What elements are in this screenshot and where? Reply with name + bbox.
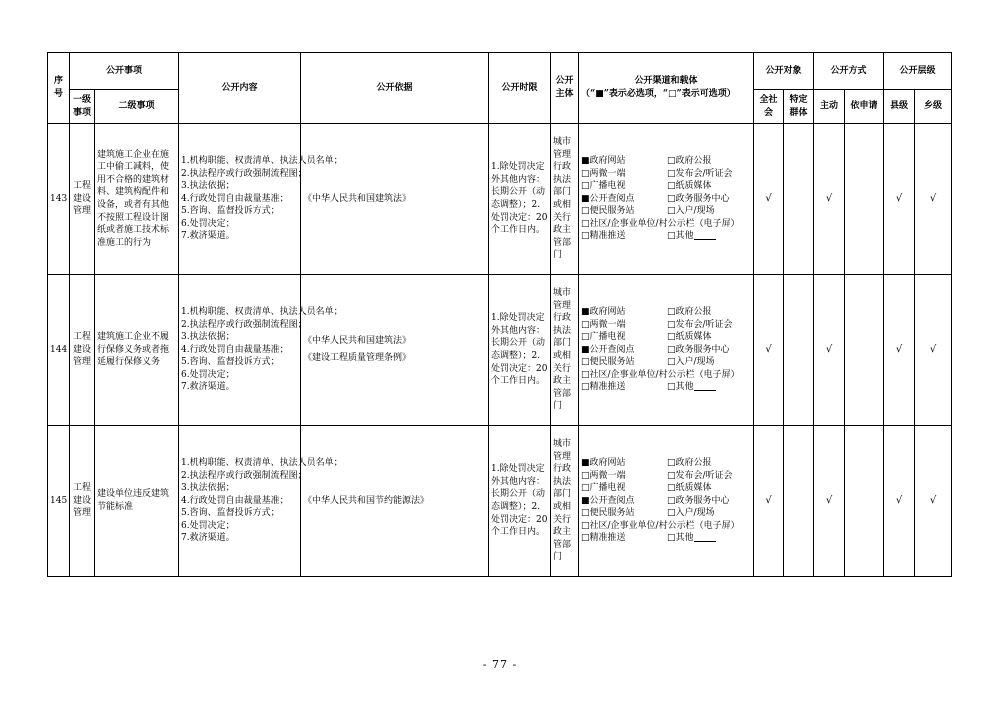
header-target: 公开对象 xyxy=(754,53,814,90)
channel-option: □社区/企事业单位/村公示栏（电子屏） xyxy=(581,369,740,380)
table-row xyxy=(48,426,952,577)
row-level1: 工程建设管理 xyxy=(70,426,95,577)
row-method-active: √ xyxy=(814,275,845,426)
channel-option: □广播电视 xyxy=(581,332,626,343)
channel-line xyxy=(581,319,751,332)
channel-option: ■公开查阅点 xyxy=(581,344,635,355)
header-level1: 一级事项 xyxy=(70,90,95,124)
header-method-active: 主动 xyxy=(814,90,845,124)
content-line: 4.行政处罚自由裁量基准； xyxy=(181,193,289,204)
header-channel xyxy=(579,53,754,124)
header-target-special: 特定群体 xyxy=(784,90,814,124)
row-method-apply xyxy=(845,124,884,275)
channel-option: □两微一端 xyxy=(581,319,626,330)
channel-option: □政务服务中心 xyxy=(667,344,730,355)
row-target-special xyxy=(784,124,814,275)
row-method-active: √ xyxy=(814,426,845,577)
row-basis xyxy=(301,426,489,577)
channel-option: □政务服务中心 xyxy=(667,495,730,506)
row-subject: 城市管理行政执法部门或相关行政主管部门 xyxy=(551,124,579,275)
channel-line xyxy=(581,532,751,545)
row-basis xyxy=(301,275,489,426)
channel-line xyxy=(581,168,751,181)
channel-option: □其他 xyxy=(667,382,694,393)
channel-line xyxy=(581,180,751,193)
content-line: 1.机构职能、权责清单、执法人员名单； xyxy=(181,155,343,166)
channel-option: ■政府网站 xyxy=(581,155,626,166)
row-target-special xyxy=(784,426,814,577)
header-subject: 公开主体 xyxy=(551,53,579,124)
row-channels xyxy=(579,426,754,577)
channel-line xyxy=(581,218,751,231)
header-level2: 二级事项 xyxy=(95,90,179,124)
content-line: 5.咨询、监督投诉方式； xyxy=(181,206,280,217)
channel-line xyxy=(581,356,751,369)
basis-item: 《建设工程质量管理条例》 xyxy=(303,353,412,363)
row-subject: 城市管理行政执法部门或相关行政主管部门 xyxy=(551,426,579,577)
header-content: 公开内容 xyxy=(179,53,301,124)
row-target-all: √ xyxy=(754,124,784,275)
channel-option: □便民服务站 xyxy=(581,206,635,217)
channel-line xyxy=(581,507,751,520)
row-time: 1.除处罚决定外其他内容：长期公开（动态调整）；2.处罚决定：20个工作日内。 xyxy=(489,124,551,275)
channel-line xyxy=(581,306,751,319)
page-number: - 77 - xyxy=(482,658,518,671)
channel-option: □精准推送 xyxy=(581,231,626,242)
header-target-all: 全社会 xyxy=(754,90,784,124)
channel-option: □发布会/听证会 xyxy=(667,168,733,179)
row-content xyxy=(179,124,343,275)
content-line: 7.救济渠道。 xyxy=(181,231,235,242)
row-time: 1.除处罚决定外其他内容：长期公开（动态调整）；2.处罚决定：20个工作日内。 xyxy=(489,426,551,577)
row-level2: 建筑施工企业不履行保修义务或者拖延履行保修义务 xyxy=(95,275,179,426)
header-method: 公开方式 xyxy=(814,53,884,90)
row-level-town: √ xyxy=(915,275,952,426)
other-blank-line xyxy=(694,532,716,542)
row-seq: 143 xyxy=(48,124,70,275)
content-line: 4.行政处罚自由裁量基准； xyxy=(181,495,289,506)
channel-option: □其他 xyxy=(667,231,694,242)
row-seq: 144 xyxy=(48,275,70,426)
channel-line xyxy=(581,381,751,394)
channel-line xyxy=(581,344,751,357)
header-items: 公开事项 xyxy=(70,53,179,90)
channel-line xyxy=(581,193,751,206)
channel-option: □纸质媒体 xyxy=(667,483,712,494)
channel-option: □发布会/听证会 xyxy=(667,319,733,330)
channel-option: □其他 xyxy=(667,533,694,544)
channel-option: ■公开查阅点 xyxy=(581,495,635,506)
header-level-town: 乡级 xyxy=(915,90,952,124)
basis-item: 《中华人民共和国节约能源法》 xyxy=(303,495,430,506)
channel-option: □社区/企事业单位/村公示栏（电子屏） xyxy=(581,218,740,229)
header-method-apply: 依申请 xyxy=(845,90,884,124)
channel-option: □便民服务站 xyxy=(581,357,635,368)
other-blank-line xyxy=(694,230,716,240)
content-line: 6.处罚决定； xyxy=(181,520,235,531)
content-line: 4.行政处罚自由裁量基准； xyxy=(181,344,289,355)
channel-option: □两微一端 xyxy=(581,470,626,481)
content-line: 2.执法程序或行政强制流程图； xyxy=(181,319,307,330)
channel-option: □精准推送 xyxy=(581,533,626,544)
content-line: 5.咨询、监督投诉方式； xyxy=(181,357,280,368)
other-blank-line xyxy=(694,381,716,391)
channel-line xyxy=(581,331,751,344)
row-target-special xyxy=(784,275,814,426)
channel-option: □便民服务站 xyxy=(581,508,635,519)
channel-line xyxy=(581,520,751,533)
table-body xyxy=(48,124,952,577)
content-line: 6.处罚决定； xyxy=(181,369,235,380)
row-level-county: √ xyxy=(884,275,915,426)
channel-line xyxy=(581,457,751,470)
table-row xyxy=(48,124,952,275)
channel-line xyxy=(581,470,751,483)
row-seq: 145 xyxy=(48,426,70,577)
content-line: 3.执法依据； xyxy=(181,181,235,192)
content-line: 1.机构职能、权责清单、执法人员名单； xyxy=(181,457,343,468)
channel-option: ■公开查阅点 xyxy=(581,193,635,204)
disclosure-table xyxy=(47,52,952,577)
channel-option: □政府公报 xyxy=(667,155,712,166)
header-basis: 公开依据 xyxy=(301,53,489,124)
row-level-county: √ xyxy=(884,426,915,577)
header-level-county: 县级 xyxy=(884,90,915,124)
row-channels xyxy=(579,124,754,275)
header-channel-title: 公开渠道和载体 xyxy=(634,76,698,87)
basis-item: 《中华人民共和国建筑法》 xyxy=(303,336,412,347)
row-level-town: √ xyxy=(915,124,952,275)
row-content xyxy=(179,426,343,577)
channel-line xyxy=(581,369,751,382)
row-subject: 城市管理行政执法部门或相关行政主管部门 xyxy=(551,275,579,426)
channel-option: □政府公报 xyxy=(667,306,712,317)
channel-option: □精准推送 xyxy=(581,382,626,393)
channel-option: □广播电视 xyxy=(581,483,626,494)
channel-line xyxy=(581,495,751,508)
channel-option: ■政府网站 xyxy=(581,306,626,317)
channel-option: □纸质媒体 xyxy=(667,332,712,343)
row-target-all: √ xyxy=(754,426,784,577)
content-line: 3.执法依据； xyxy=(181,332,235,343)
header-level: 公开层级 xyxy=(884,53,952,90)
table-row xyxy=(48,275,952,426)
row-level2: 建设单位违反建筑节能标准 xyxy=(95,426,179,577)
header-time: 公开时限 xyxy=(489,53,551,124)
channel-option: □两微一端 xyxy=(581,168,626,179)
basis-item: 《中华人民共和国建筑法》 xyxy=(303,193,412,204)
row-content xyxy=(179,275,343,426)
row-level2: 建筑施工企业在施工中偷工减料，使用不合格的建筑材料、建筑构配件和设备，或者有其他不按照工程设计图纸或者施工技术标准施工的行为 xyxy=(95,124,179,275)
content-line: 3.执法依据； xyxy=(181,483,235,494)
header-seq: 序号 xyxy=(48,53,70,124)
row-method-apply xyxy=(845,426,884,577)
row-basis xyxy=(301,124,489,275)
row-level-county: √ xyxy=(884,124,915,275)
row-channels xyxy=(579,275,754,426)
row-level1: 工程建设管理 xyxy=(70,124,95,275)
channel-option: □政府公报 xyxy=(667,457,712,468)
row-target-all: √ xyxy=(754,275,784,426)
content-line: 6.处罚决定； xyxy=(181,218,235,229)
content-line: 1.机构职能、权责清单、执法人员名单； xyxy=(181,306,343,317)
header-channel-note: （“■”表示必选项，“□”表示可选项） xyxy=(581,89,736,99)
channel-option: ■政府网站 xyxy=(581,457,626,468)
channel-option: □入户/现场 xyxy=(667,357,715,368)
content-line: 2.执法程序或行政强制流程图； xyxy=(181,168,307,179)
row-time: 1.除处罚决定外其他内容：长期公开（动态调整）；2.处罚决定：20个工作日内。 xyxy=(489,275,551,426)
channel-option: □纸质媒体 xyxy=(667,181,712,192)
channel-option: □政务服务中心 xyxy=(667,193,730,204)
content-line: 5.咨询、监督投诉方式； xyxy=(181,508,280,519)
content-line: 7.救济渠道。 xyxy=(181,382,235,393)
channel-option: □入户/现场 xyxy=(667,508,715,519)
channel-line xyxy=(581,155,751,168)
channel-option: □社区/企事业单位/村公示栏（电子屏） xyxy=(581,520,740,531)
channel-line xyxy=(581,205,751,218)
content-line: 2.执法程序或行政强制流程图； xyxy=(181,470,307,481)
row-level1: 工程建设管理 xyxy=(70,275,95,426)
channel-option: □入户/现场 xyxy=(667,206,715,217)
content-line: 7.救济渠道。 xyxy=(181,533,235,544)
channel-option: □发布会/听证会 xyxy=(667,470,733,481)
row-method-active: √ xyxy=(814,124,845,275)
channel-option: □广播电视 xyxy=(581,181,626,192)
row-method-apply xyxy=(845,275,884,426)
channel-line xyxy=(581,482,751,495)
row-level-town: √ xyxy=(915,426,952,577)
channel-line xyxy=(581,230,751,243)
